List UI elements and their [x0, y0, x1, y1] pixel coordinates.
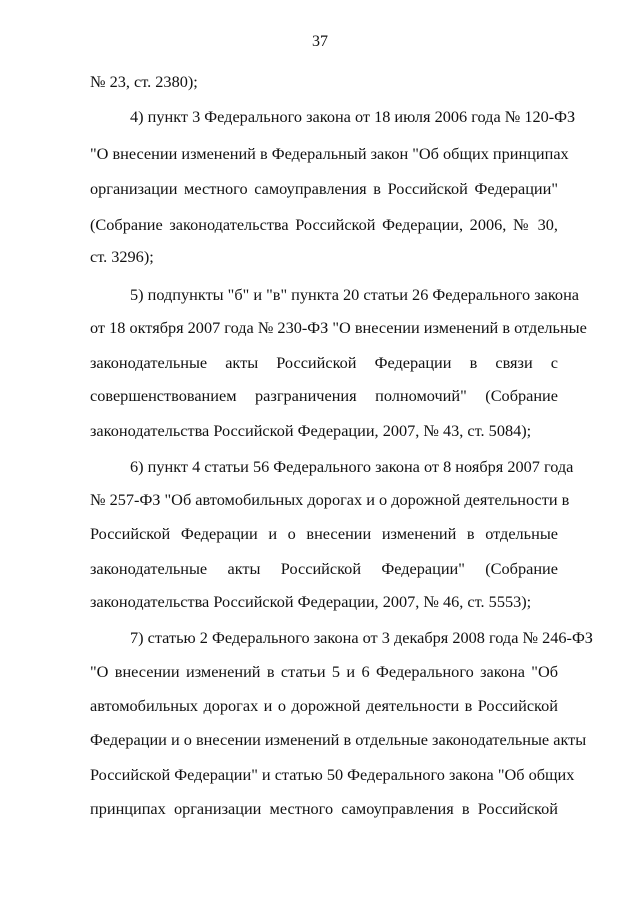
text-line: Российской Федерации" и статью 50 Федерального закона "Об общих [90, 765, 575, 784]
text-line: автомобильных дорогах и о дорожной деятельности в Российской [90, 696, 558, 715]
text-line: принципах организации местного самоуправления в Российской [90, 799, 558, 818]
page-number: 37 [312, 33, 328, 50]
text-line: (Собрание законодательства Российской Федерации, 2006, № 30, [90, 215, 558, 234]
text-line: законодательства Российской Федерации, 2007, № 46, ст. 5553); [90, 592, 532, 611]
text-line: Федерации и о внесении изменений в отдельные законодательные акты [90, 730, 587, 749]
text-line: "О внесении изменений в статьи 5 и 6 Федерального закона "Об [90, 662, 558, 681]
text-line: Российской Федерации и о внесении изменений в отдельные [90, 524, 558, 543]
text-line: от 18 октября 2007 года № 230-ФЗ "О внесении изменений в отдельные [90, 318, 587, 337]
text-line: 4) пункт 3 Федерального закона от 18 июля 2006 года № 120-ФЗ [130, 107, 576, 126]
text-line: законодательные акты Российской Федерации" (Собрание [90, 559, 558, 578]
text-line: № 257-ФЗ "Об автомобильных дорогах и о дорожной деятельности в [90, 490, 570, 509]
text-line: совершенствованием разграничения полномочий" (Собрание [90, 386, 558, 405]
text-line: 6) пункт 4 статьи 56 Федерального закона от 8 ноября 2007 года [130, 457, 574, 476]
text-line: ст. 3296); [90, 247, 154, 266]
text-line: законодательные акты Российской Федерации в связи с [90, 353, 558, 372]
text-line: № 23, ст. 2380); [90, 72, 198, 91]
text-line: организации местного самоуправления в Российской Федерации" [90, 179, 558, 198]
text-line: "О внесении изменений в Федеральный закон "Об общих принципах [90, 144, 569, 163]
text-line: законодательства Российской Федерации, 2007, № 43, ст. 5084); [90, 421, 532, 440]
text-line: 5) подпункты "б" и "в" пункта 20 статьи 26 Федерального закона [130, 285, 580, 304]
text-line: 7) статью 2 Федерального закона от 3 декабря 2008 года № 246-ФЗ [130, 628, 593, 647]
